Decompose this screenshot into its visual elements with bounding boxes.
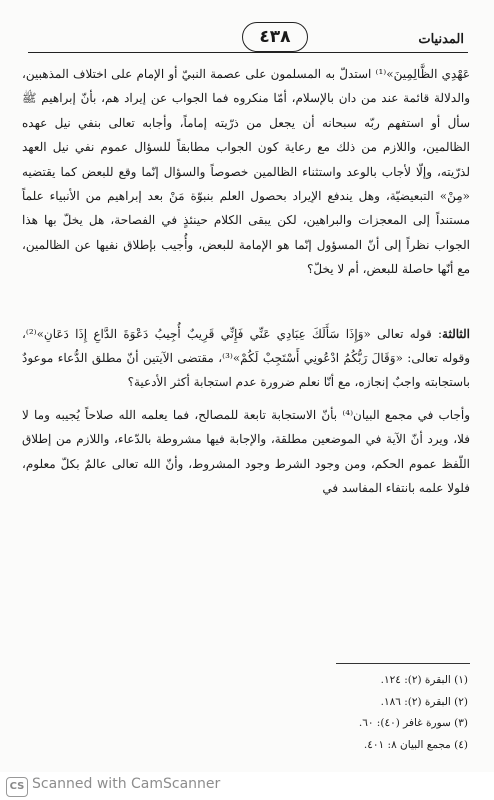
body-text <box>22 62 470 501</box>
paragraph-3: وأجاب في مجمع البيان⁽⁴⁾ بأنّ الاستجابة تابعة للمصالح، فما يعلمه الله صلاحاً يُجيبه وما لا فلا، ويرد أنّ الآية في الموضعين مطلقة، والإجابة فيها مشروطة بالدّعاء، واللازم من إطلاق اللّفظ عموم الحكم، ومن وجود الشرط وجود المشروط، وأنّ الله تعالى عالمٌ بكلّ معلوم، فلولا علمه بانتفاء المفاسد في <box>22 407 470 496</box>
camscanner-logo-icon: CS <box>6 777 28 797</box>
header-rule <box>28 52 468 53</box>
footnotes <box>180 670 468 756</box>
footnote-4: (٤) مجمع البيان ٨: ٤٠١. <box>363 738 468 751</box>
paragraph-2-text: : قوله تعالى «وَإِذَا سَأَلَكَ عِبَادِي عَنِّي فَإِنِّي قَرِيبٌ أُجِيبُ دَعْوَةَ الدَّاعِ إِذَا دَعَانِ»⁽²⁾، وقوله تعالى: «وَقَالَ رَبُّكُمُ ادْعُونِي أَسْتَجِبْ لَكُمْ»⁽³⁾، مقتضى الآيتين أنّ مطلق الدُّعاء موعودٌ باستجابته واجبٌ إنجازه، مع أنّا نعلم ضرورة عدم استجابة أكثر الأدعية؟ <box>22 326 470 390</box>
running-title: المدنيات <box>418 32 464 47</box>
scanner-watermark <box>0 772 494 800</box>
footnote-2: (٢) البقرة (٢): ١٨٦. <box>380 695 468 708</box>
section-label: الثالثة <box>442 326 470 341</box>
page-header <box>28 27 468 58</box>
paragraph-1: عَهْدِي الظَّالِمِينَ»⁽¹⁾ استدلّ به المسلمون على عصمة النبيّ أو الإمام على اختلاف المذهبين، والدلالة قائمة عند من دان بالإسلام، أمّا منكروه فما الجواب عن إيراد هم، بأنّ إبراهيم ﷺ سأل أو استفهم ربّه سبحانه أن يجعل من ذرّيته إماماً، وأجابه تعالى بنفي نيل عهده الظالمين، واللازم من ذلك مع رعاية كون الجواب مطابقاً للسؤال عموم نفي نيل العهد لذرّيته، وإلّا لأجاب بالوعد واستثناء الظالمين خصوصاً والسؤال إنّما وقع للبعض كما يقتضيه «مِنْ» التبعيضيّة، وهل يندفع الإيراد بحصول العلم بنبوّة مَنْ بعد إبراهيم من الأنبياء علماً مستنداً إلى المعجزات والبراهين، لكن يبقى الكلام حينئذٍ في الفصاحة، هل يخلّ بها هذا الجواب نظراً إلى أنّ المسؤول إنّما هو الإمامة للبعض، وأُجيب بإطلاق نفيها عن الظالمين، مع أنّها حاصلة للبعض، أم لا يخلّ؟ <box>22 67 470 277</box>
page-number: ٤٣٨ <box>242 22 308 52</box>
paragraph-2 <box>22 322 470 395</box>
footnote-3: (٣) سورة غافر (٤٠): ٦٠. <box>358 717 468 729</box>
footnote-rule <box>336 663 470 664</box>
footnote-1: (١) البقرة (٢): ١٢٤. <box>380 674 468 686</box>
watermark-text: Scanned with CamScanner <box>32 776 221 792</box>
